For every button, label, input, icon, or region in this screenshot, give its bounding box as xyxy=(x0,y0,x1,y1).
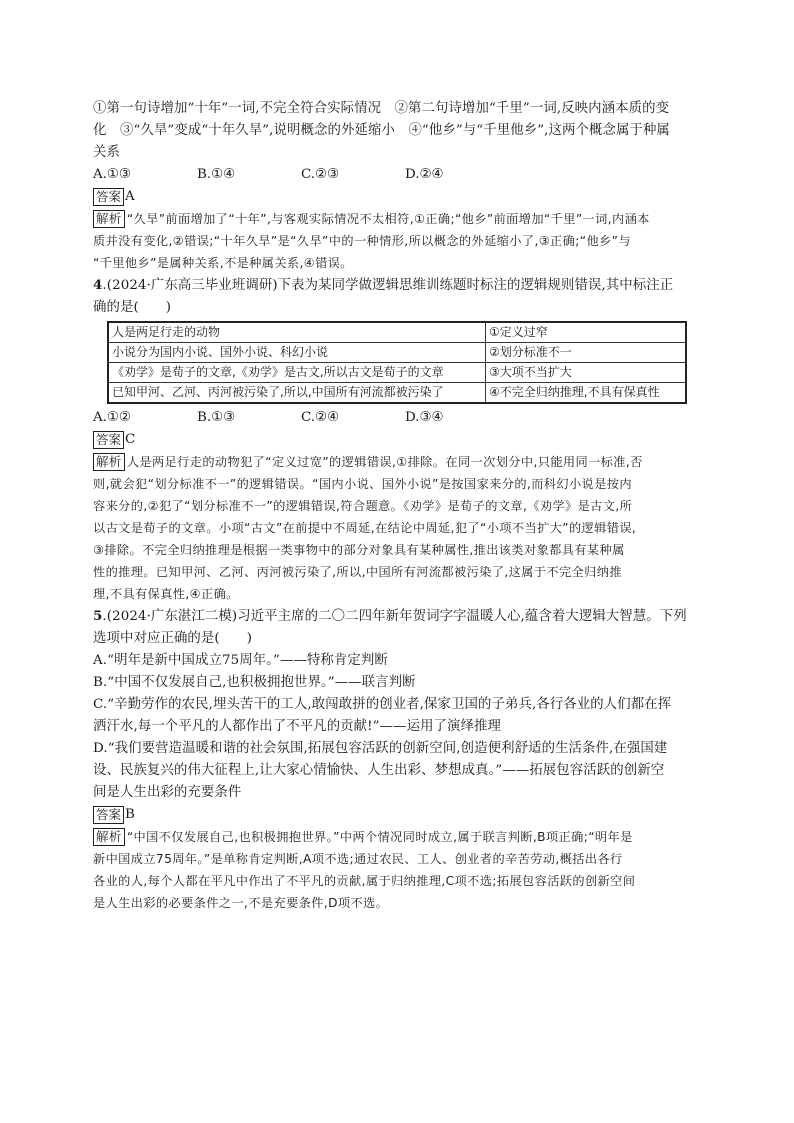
question-5 xyxy=(93,605,699,914)
q4-stem-line xyxy=(93,274,699,297)
q5-explanation-line: 各业的人,每个人都在平凡中作出了不平凡的贡献,属于归纳推理,C项不选;拓展包容活跃的创新空间 xyxy=(93,874,636,888)
stem-text: .(2024·广东高三毕业班调研)下表为某同学做逻辑思维训练题时标注的逻辑规则错误,其中标注正 xyxy=(102,278,674,293)
q4-option-d: D.③④ xyxy=(405,410,444,425)
q4-options xyxy=(93,407,699,429)
q5-stem-line: 选项中对应正确的是( ) xyxy=(93,631,253,646)
q4-explanation-line: ③排除。不完全归纳推理是根据一类事物中的部分对象具有某种属性,推出该类对象都具有某种属 xyxy=(93,543,625,557)
q5-option-line: 间是人生出彩的充要条件 xyxy=(93,785,242,800)
table-cell-statement: 已知甲河、乙河、丙河被污染了,所以,中国所有河流都被污染了 xyxy=(108,383,486,404)
q5-option-line: D.“我们要营造温暖和谐的社会氛围,拓展包容活跃的创新空间,创造便利舒适的生活条件,在强国建 xyxy=(93,741,668,756)
document-page xyxy=(93,98,699,914)
q3-explanation-line: “千里他乡”是属种关系,不是种属关系,④错误。 xyxy=(93,256,353,270)
q5-explanation-line xyxy=(93,826,699,848)
explanation-tag: 解析 xyxy=(93,210,125,228)
table-cell-statement: 《劝学》是荀子的文章,《劝学》是古文,所以古文是荀子的文章 xyxy=(108,363,486,383)
explanation-tag: 解析 xyxy=(93,453,125,471)
table-row xyxy=(108,363,686,383)
q4-option-b: B.①③ xyxy=(197,410,236,425)
answer-value: A xyxy=(125,189,135,204)
table-cell-statement: 人是两足行走的动物 xyxy=(108,322,486,343)
explanation-text: 人是两足行走的动物犯了“定义过宽”的逻辑错误,①排除。在同一次划分中,只能用同一标准,否 xyxy=(126,455,643,469)
q3-option-c: C.②③ xyxy=(301,167,340,182)
q4-option-a: A.①② xyxy=(93,410,131,425)
answer-value: C xyxy=(125,432,136,447)
explanation-tag: 解析 xyxy=(93,828,125,846)
q3-explanation-line: 质并没有变化,②错误;“十年久旱”是“久旱”中的一种情形,所以概念的外延缩小了,③正确;“他乡”与 xyxy=(93,234,631,248)
explanation-text: “久旱”前面增加了“十年”,与客观实际情况不太相符,①正确;“他乡”前面增加“千里”一词,内涵本 xyxy=(126,212,650,226)
table-cell-label: ③大项不当扩大 xyxy=(486,363,687,383)
q3-options xyxy=(93,164,699,186)
answer-tag: 答案 xyxy=(93,431,124,449)
table-row xyxy=(108,322,686,343)
table-cell-label: ④不完全归纳推理,不具有保真性 xyxy=(486,383,687,404)
q3-stem-line: 化 ③“久旱”变成“十年久旱”,说明概念的外延缩小 ④“他乡”与“千里他乡”,这两个概念属于种属 xyxy=(93,123,670,138)
question-number: 5 xyxy=(93,608,103,624)
q4-explanation-line: 容来分的,②犯了“划分标准不一”的逻辑错误,符合题意。《劝学》是荀子的文章,《劝学》是古文,所 xyxy=(93,499,633,513)
q5-explanation-line: 是人生出彩的必要条件之一,不是充要条件,D项不选。 xyxy=(93,896,389,910)
table-cell-label: ②划分标准不一 xyxy=(486,343,687,363)
q4-explanation-line: 则,就会犯“划分标准不一”的逻辑错误。“国内小说、国外小说”是按国家来分的,而科幻小说是按内 xyxy=(93,477,632,491)
table-cell-label: ①定义过窄 xyxy=(486,322,687,343)
q5-option-line: A.“明年是新中国成立75周年。”——特称肯定判断 xyxy=(93,653,388,668)
q4-stem-line: 确的是( ) xyxy=(93,300,172,315)
q3-answer xyxy=(93,186,699,208)
q3-explanation-line xyxy=(93,208,699,230)
q4-option-c: C.②④ xyxy=(301,410,340,425)
q4-explanation-line: 以古文是荀子的文章。小项“古文”在前提中不周延,在结论中周延,犯了“小项不当扩大”的逻辑错误, xyxy=(93,521,637,535)
table-row xyxy=(108,383,686,404)
q3-option-d: D.②④ xyxy=(405,167,444,182)
q3-stem-line: ①第一句诗增加“十年”一词,不完全符合实际情况 ②第二句诗增加“千里”一词,反映内涵本质的变 xyxy=(93,101,670,116)
table-row xyxy=(108,343,686,363)
q3-option-a: A.①③ xyxy=(93,167,131,182)
explanation-text: “中国不仅发展自己,也积极拥抱世界。”中两个情况同时成立,属于联言判断,B项正确;“明年是 xyxy=(126,830,633,844)
q5-explanation-line: 新中国成立75周年。”是单称肯定判断,A项不选;通过农民、工人、创业者的辛苦劳动,概括出各行 xyxy=(93,852,623,866)
q5-stem-line xyxy=(93,605,699,628)
q4-explanation-line: 理,不具有保真性,④正确。 xyxy=(93,587,239,601)
answer-value: B xyxy=(125,807,135,822)
q4-answer xyxy=(93,429,699,451)
question-4 xyxy=(93,274,699,605)
answer-tag: 答案 xyxy=(93,806,124,824)
q5-answer xyxy=(93,804,699,826)
question-3 xyxy=(93,98,699,274)
q5-option-line: 设、民族复兴的伟大征程上,让大家心情愉快、人生出彩、梦想成真。”——拓展包容活跃的创新空 xyxy=(93,763,665,778)
q4-explanation-line: 性的推理。已知甲河、乙河、丙河被污染了,所以,中国所有河流都被污染了,这属于不完全归纳推 xyxy=(93,565,622,579)
q5-option-line: C.“辛勤劳作的农民,埋头苦干的工人,敢闯敢拼的创业者,保家卫国的子弟兵,各行各业的人们都在挥 xyxy=(93,697,672,712)
table-cell-statement: 小说分为国内小说、国外小说、科幻小说 xyxy=(108,343,486,363)
q3-stem-line: 关系 xyxy=(93,145,120,160)
stem-text: .(2024·广东湛江二模)习近平主席的二〇二四年新年贺词字字温暖人心,蕴含着大逻辑大智慧。下列 xyxy=(102,609,687,624)
answer-tag: 答案 xyxy=(93,188,124,206)
q5-option-line: B.“中国不仅发展自己,也积极拥抱世界。”——联言判断 xyxy=(93,675,416,690)
question-number: 4 xyxy=(93,277,103,293)
q3-option-b: B.①④ xyxy=(197,167,236,182)
q5-option-line: 洒汗水,每一个平凡的人都作出了不平凡的贡献!”——运用了演绎推理 xyxy=(93,719,502,734)
q4-rules-table xyxy=(107,321,687,404)
q4-explanation-line xyxy=(93,451,699,473)
